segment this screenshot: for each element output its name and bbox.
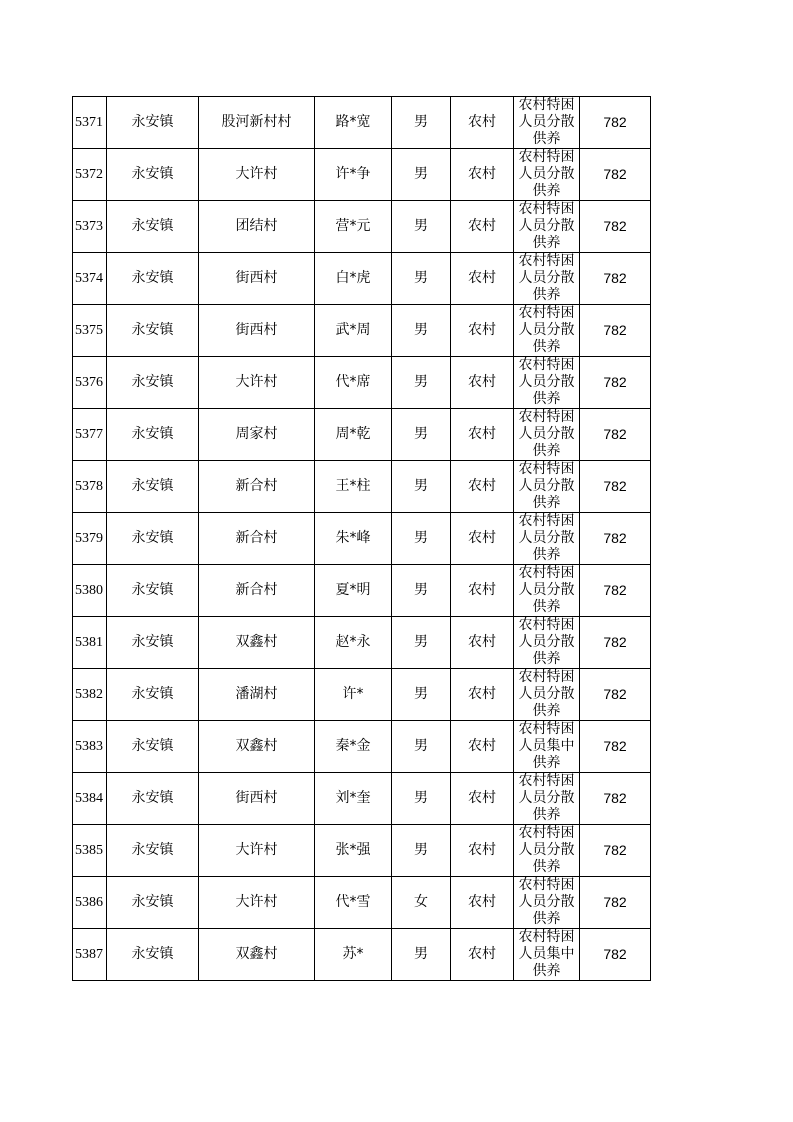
support-type-cell — [514, 97, 580, 149]
table-row — [73, 513, 651, 565]
support-type-text: 农村特困人员分散供养 — [518, 409, 575, 459]
support-type-text: 农村特困人员分散供养 — [518, 669, 575, 719]
serial-number-cell: 5372 — [73, 149, 107, 201]
gender-cell: 男 — [392, 409, 451, 461]
gender-cell: 男 — [392, 669, 451, 721]
gender-cell: 男 — [392, 253, 451, 305]
recipient-name-cell: 许* — [315, 669, 392, 721]
table-row — [73, 773, 651, 825]
recipient-name-cell: 代*席 — [315, 357, 392, 409]
area-cell: 农村 — [451, 877, 514, 929]
area-cell: 农村 — [451, 565, 514, 617]
support-type-cell — [514, 669, 580, 721]
support-type-cell — [514, 617, 580, 669]
table-row — [73, 409, 651, 461]
town-cell: 永安镇 — [107, 721, 199, 773]
town-cell: 永安镇 — [107, 357, 199, 409]
town-cell: 永安镇 — [107, 773, 199, 825]
support-type-text: 农村特困人员分散供养 — [518, 513, 575, 563]
recipient-name-cell: 朱*峰 — [315, 513, 392, 565]
town-cell: 永安镇 — [107, 877, 199, 929]
serial-number-cell: 5377 — [73, 409, 107, 461]
gender-cell: 男 — [392, 461, 451, 513]
table-row — [73, 357, 651, 409]
amount-cell: 782 — [580, 617, 651, 669]
gender-cell: 男 — [392, 97, 451, 149]
support-type-cell — [514, 773, 580, 825]
support-type-cell — [514, 513, 580, 565]
support-type-text: 农村特困人员分散供养 — [518, 565, 575, 615]
serial-number-cell: 5386 — [73, 877, 107, 929]
gender-cell: 男 — [392, 149, 451, 201]
recipient-name-cell: 武*周 — [315, 305, 392, 357]
support-type-cell — [514, 305, 580, 357]
table-body — [73, 97, 651, 981]
serial-number-cell: 5387 — [73, 929, 107, 981]
support-type-cell — [514, 357, 580, 409]
support-type-text: 农村特困人员分散供养 — [518, 825, 575, 875]
support-type-text: 农村特困人员分散供养 — [518, 461, 575, 511]
serial-number-cell: 5379 — [73, 513, 107, 565]
town-cell: 永安镇 — [107, 253, 199, 305]
village-cell: 街西村 — [199, 253, 315, 305]
table-row — [73, 305, 651, 357]
village-cell: 双鑫村 — [199, 721, 315, 773]
village-cell: 街西村 — [199, 305, 315, 357]
table-row — [73, 929, 651, 981]
town-cell: 永安镇 — [107, 97, 199, 149]
town-cell: 永安镇 — [107, 513, 199, 565]
table-row — [73, 617, 651, 669]
village-cell: 双鑫村 — [199, 617, 315, 669]
village-cell: 股河新村村 — [199, 97, 315, 149]
serial-number-cell: 5380 — [73, 565, 107, 617]
gender-cell: 男 — [392, 773, 451, 825]
town-cell: 永安镇 — [107, 617, 199, 669]
amount-cell: 782 — [580, 877, 651, 929]
village-cell: 街西村 — [199, 773, 315, 825]
town-cell: 永安镇 — [107, 825, 199, 877]
area-cell: 农村 — [451, 97, 514, 149]
gender-cell: 男 — [392, 201, 451, 253]
village-cell: 新合村 — [199, 565, 315, 617]
gender-cell: 女 — [392, 877, 451, 929]
serial-number-cell: 5371 — [73, 97, 107, 149]
support-type-cell — [514, 877, 580, 929]
support-type-cell — [514, 929, 580, 981]
town-cell: 永安镇 — [107, 929, 199, 981]
table-row — [73, 825, 651, 877]
village-cell: 大许村 — [199, 357, 315, 409]
recipient-name-cell: 白*虎 — [315, 253, 392, 305]
recipient-name-cell: 王*柱 — [315, 461, 392, 513]
table-row — [73, 253, 651, 305]
serial-number-cell: 5383 — [73, 721, 107, 773]
table-row — [73, 565, 651, 617]
amount-cell: 782 — [580, 825, 651, 877]
support-type-text: 农村特困人员分散供养 — [518, 149, 575, 199]
recipient-name-cell: 苏* — [315, 929, 392, 981]
table-row — [73, 149, 651, 201]
area-cell: 农村 — [451, 461, 514, 513]
support-type-text: 农村特困人员分散供养 — [518, 201, 575, 251]
serial-number-cell: 5384 — [73, 773, 107, 825]
village-cell: 新合村 — [199, 461, 315, 513]
table-row — [73, 97, 651, 149]
recipient-name-cell: 许*争 — [315, 149, 392, 201]
support-type-text: 农村特困人员分散供养 — [518, 773, 575, 823]
serial-number-cell: 5382 — [73, 669, 107, 721]
amount-cell: 782 — [580, 669, 651, 721]
support-type-text: 农村特困人员集中供养 — [518, 929, 575, 979]
gender-cell: 男 — [392, 721, 451, 773]
recipient-name-cell: 秦*金 — [315, 721, 392, 773]
amount-cell: 782 — [580, 409, 651, 461]
area-cell: 农村 — [451, 253, 514, 305]
support-type-text: 农村特困人员分散供养 — [518, 877, 575, 927]
serial-number-cell: 5385 — [73, 825, 107, 877]
area-cell: 农村 — [451, 305, 514, 357]
support-type-cell — [514, 825, 580, 877]
area-cell: 农村 — [451, 825, 514, 877]
area-cell: 农村 — [451, 357, 514, 409]
serial-number-cell: 5381 — [73, 617, 107, 669]
gender-cell: 男 — [392, 929, 451, 981]
serial-number-cell: 5376 — [73, 357, 107, 409]
area-cell: 农村 — [451, 149, 514, 201]
area-cell: 农村 — [451, 617, 514, 669]
gender-cell: 男 — [392, 305, 451, 357]
support-type-text: 农村特困人员集中供养 — [518, 721, 575, 771]
support-type-cell — [514, 149, 580, 201]
amount-cell: 782 — [580, 201, 651, 253]
area-cell: 农村 — [451, 513, 514, 565]
town-cell: 永安镇 — [107, 201, 199, 253]
amount-cell: 782 — [580, 721, 651, 773]
town-cell: 永安镇 — [107, 461, 199, 513]
town-cell: 永安镇 — [107, 409, 199, 461]
gender-cell: 男 — [392, 357, 451, 409]
serial-number-cell: 5378 — [73, 461, 107, 513]
village-cell: 大许村 — [199, 877, 315, 929]
village-cell: 团结村 — [199, 201, 315, 253]
support-type-cell — [514, 721, 580, 773]
amount-cell: 782 — [580, 305, 651, 357]
village-cell: 潘湖村 — [199, 669, 315, 721]
area-cell: 农村 — [451, 669, 514, 721]
area-cell: 农村 — [451, 409, 514, 461]
town-cell: 永安镇 — [107, 149, 199, 201]
support-type-text: 农村特困人员分散供养 — [518, 253, 575, 303]
gender-cell: 男 — [392, 825, 451, 877]
recipient-name-cell: 夏*明 — [315, 565, 392, 617]
amount-cell: 782 — [580, 513, 651, 565]
amount-cell: 782 — [580, 773, 651, 825]
serial-number-cell: 5375 — [73, 305, 107, 357]
village-cell: 双鑫村 — [199, 929, 315, 981]
recipient-name-cell: 刘*奎 — [315, 773, 392, 825]
serial-number-cell: 5374 — [73, 253, 107, 305]
table-row — [73, 721, 651, 773]
support-type-text: 农村特困人员分散供养 — [518, 357, 575, 407]
area-cell: 农村 — [451, 721, 514, 773]
amount-cell: 782 — [580, 149, 651, 201]
recipient-name-cell: 路*宽 — [315, 97, 392, 149]
area-cell: 农村 — [451, 773, 514, 825]
table-row — [73, 201, 651, 253]
table-row — [73, 669, 651, 721]
town-cell: 永安镇 — [107, 669, 199, 721]
support-type-cell — [514, 201, 580, 253]
support-type-cell — [514, 253, 580, 305]
support-type-cell — [514, 565, 580, 617]
support-type-text: 农村特困人员分散供养 — [518, 617, 575, 667]
amount-cell: 782 — [580, 565, 651, 617]
village-cell: 大许村 — [199, 149, 315, 201]
recipient-name-cell: 代*雪 — [315, 877, 392, 929]
amount-cell: 782 — [580, 253, 651, 305]
table-row — [73, 877, 651, 929]
village-cell: 周家村 — [199, 409, 315, 461]
recipient-name-cell: 赵*永 — [315, 617, 392, 669]
village-cell: 新合村 — [199, 513, 315, 565]
recipient-name-cell: 周*乾 — [315, 409, 392, 461]
gender-cell: 男 — [392, 513, 451, 565]
serial-number-cell: 5373 — [73, 201, 107, 253]
table-row — [73, 461, 651, 513]
town-cell: 永安镇 — [107, 565, 199, 617]
town-cell: 永安镇 — [107, 305, 199, 357]
relief-recipient-table — [72, 96, 651, 981]
amount-cell: 782 — [580, 461, 651, 513]
recipient-name-cell: 张*强 — [315, 825, 392, 877]
amount-cell: 782 — [580, 929, 651, 981]
gender-cell: 男 — [392, 617, 451, 669]
support-type-cell — [514, 461, 580, 513]
amount-cell: 782 — [580, 357, 651, 409]
recipient-name-cell: 营*元 — [315, 201, 392, 253]
area-cell: 农村 — [451, 201, 514, 253]
amount-cell: 782 — [580, 97, 651, 149]
support-type-cell — [514, 409, 580, 461]
support-type-text: 农村特困人员分散供养 — [518, 97, 575, 147]
gender-cell: 男 — [392, 565, 451, 617]
support-type-text: 农村特困人员分散供养 — [518, 305, 575, 355]
area-cell: 农村 — [451, 929, 514, 981]
village-cell: 大许村 — [199, 825, 315, 877]
